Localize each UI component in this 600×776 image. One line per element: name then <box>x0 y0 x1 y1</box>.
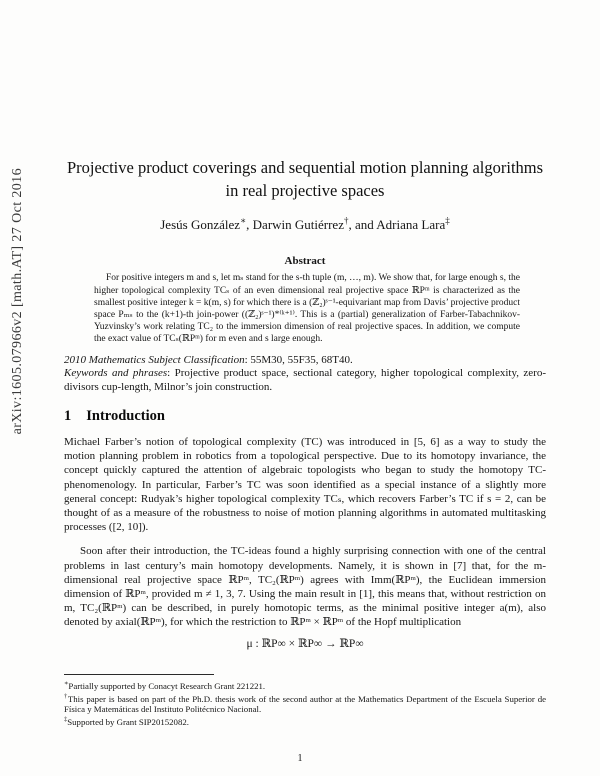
arxiv-watermark: arXiv:1605.07966v2 [math.AT] 27 Oct 2016 <box>10 168 25 435</box>
author-3-name: Adriana Lara <box>376 217 446 233</box>
title-line-1: Projective product coverings and sequential motion planning algorithms <box>66 158 544 177</box>
author-1-footnote-marker: ∗ <box>240 216 247 226</box>
keywords-value: : Projective product space, sectional category, higher topological complexity, zero-divisors cup-length, Milnor’s join construction. <box>64 367 546 393</box>
keywords-label: Keywords and phrases <box>64 367 168 380</box>
page-number: 1 <box>297 753 303 764</box>
footnote-1-marker: ∗ <box>64 680 69 687</box>
section-number: 1 <box>64 408 72 425</box>
author-separator-1: , <box>246 217 253 233</box>
author-3-footnote-marker: ‡ <box>445 216 450 226</box>
footnote-1-text: Partially supported by Conacyt Research Grant 221221. <box>68 680 266 691</box>
keywords-line <box>64 367 546 394</box>
section-title: Introduction <box>86 408 165 425</box>
footnote-3 <box>64 715 546 728</box>
footnote-2-marker: † <box>64 692 68 700</box>
footnote-rule <box>64 674 214 675</box>
footnote-2-text: This paper is based on part of the Ph.D. thesis work of the second author at the Mathematics Department of the Escuela Superior de Física y Matemáticas del Instituto Politécnico Nacional. <box>64 693 546 715</box>
author-3 <box>376 217 449 232</box>
author-2-name: Darwin Gutiérrez <box>252 217 344 233</box>
hopf-multiplication-formula: μ : ℝP∞ × ℝP∞ → ℝP∞ <box>246 637 364 650</box>
footnote-1 <box>64 679 546 692</box>
abstract-section <box>64 255 546 345</box>
author-separator-2: , and <box>348 217 377 233</box>
intro-paragraph-2: Soon after their introduction, the TC-ideas found a highly surprising connection with one of the central problems in last century’s main homotopy developments. Namely, it is shown in [7] that, for the m-dimensional real projective space ℝPᵐ, TC₂(ℝPᵐ) agrees with Imm(ℝPᵐ), the Euclidean immersion dimension of ℝPᵐ, provided m ≠ 1, 3, 7. Using the main result in [1], this means that, without restriction on m, TC₂(ℝPᵐ) can be described, in purely homotopic terms, as the minimal positive integer a(m), also denoted by axial(ℝPᵐ), for which the restriction to ℝPᵐ × ℝPᵐ of the Hopf multiplication <box>64 545 546 629</box>
author-2-footnote-marker: † <box>343 216 349 226</box>
msc-label: 2010 Mathematics Subject Classification <box>64 353 245 366</box>
abstract-heading: Abstract <box>284 255 326 268</box>
classification-block <box>64 354 546 395</box>
footnotes-block <box>64 674 546 727</box>
author-1-name: Jesús González <box>160 217 241 233</box>
author-1 <box>160 217 252 232</box>
footnote-3-marker: ‡ <box>64 715 68 723</box>
abstract-text: For positive integers m and s, let mₛ stand for the s-th tuple (m, …, m). We show that, for large enough s, the higher topological complexity TCₛ of an even dimensional real projective space ℝPᵐ is characterized as the smallest positive integer k = k(m, s) for which there is a (ℤ₂)ˢ⁻¹-equivariant map from Davis’ projective product space Pₘₛ to the (k+1)-th join-power ((ℤ₂)ˢ⁻¹)*⁽ᵏ⁺¹⁾. This is a (partial) generalization of Farber-Tabachnikov-Yuzvinsky’s work relating TC₂ to the immersion dimension of real projective spaces. In addition, we compute the exact value of TCₛ(ℝPᵐ) for m even and s large enough. <box>94 273 520 345</box>
authors-line <box>64 216 546 233</box>
footnote-2 <box>64 692 546 715</box>
section-heading-introduction <box>64 408 546 425</box>
author-2 <box>253 217 377 232</box>
intro-paragraph-1: Michael Farber’s notion of topological complexity (TC) was introduced in [5, 6] as a way to study the motion planning problem in robotics from a topological perspective. Due to its homotopy invariance, the concept quickly captured the attention of algebraic topologists who began to study the homotopy TC-phenomenology. In particular, Farber’s TC was soon identified as a special instance of a slightly more general concept: Rudyak’s higher topological complexity TCₛ, which recovers Farber’s TC if s = 2, can be thought of as a measure of the robustness to noise of motion planning algorithms in automated multitasking processes ([2, 10]). <box>64 436 546 534</box>
paper-title <box>64 156 546 202</box>
footnote-3-text: Supported by Grant SIP20152082. <box>67 716 189 727</box>
msc-line <box>64 354 546 368</box>
msc-value: : 55M30, 55F35, 68T40. <box>244 353 353 366</box>
title-line-2: in real projective spaces <box>225 181 385 200</box>
